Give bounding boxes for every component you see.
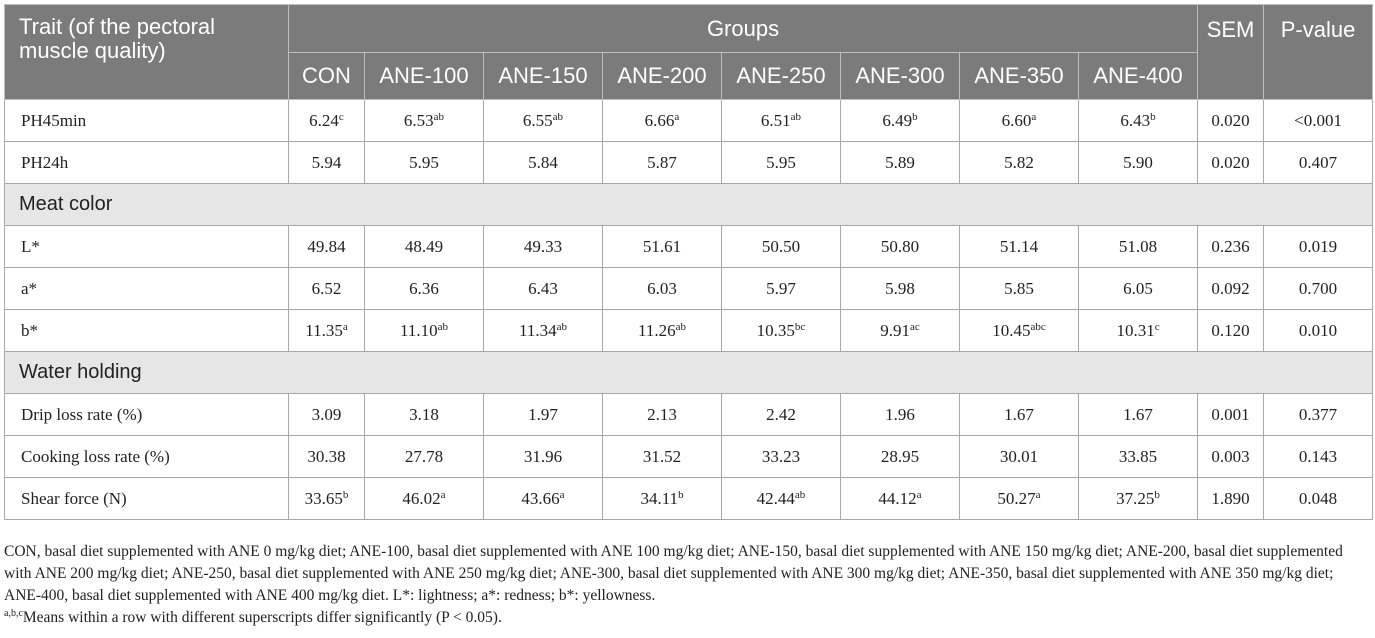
value-cell (365, 100, 484, 142)
group-header-ane-350: ANE-350 (960, 53, 1079, 100)
cell-superscript: ab (790, 110, 802, 123)
cell-value: 34.11 (640, 488, 679, 508)
cell-superscript: a (1031, 110, 1037, 123)
cell-superscript: b (912, 110, 918, 123)
sem-cell: 0.020 (1198, 100, 1264, 142)
cell-value: 6.03 (647, 278, 677, 298)
cell-value: 44.12 (878, 488, 917, 508)
cell-superscript: b (678, 488, 684, 501)
value-cell (1079, 436, 1198, 478)
cell-value: 5.82 (1004, 152, 1034, 172)
value-cell (603, 310, 722, 352)
cell-value: 10.45 (992, 320, 1031, 340)
value-cell (1079, 310, 1198, 352)
pvalue-cell: 0.700 (1264, 268, 1373, 310)
cell-superscript: a (342, 320, 348, 333)
value-cell (960, 268, 1079, 310)
cell-superscript: ab (552, 110, 564, 123)
value-cell (603, 268, 722, 310)
value-cell (960, 310, 1079, 352)
cell-superscript: b (1154, 488, 1160, 501)
cell-superscript: c (338, 110, 344, 123)
cell-superscript: ab (556, 320, 567, 333)
cell-value: 1.97 (528, 404, 558, 424)
cell-superscript: a (674, 110, 680, 123)
section-label: Meat color (5, 184, 1373, 226)
cell-value: 6.36 (409, 278, 439, 298)
value-cell (289, 394, 365, 436)
value-cell (289, 310, 365, 352)
sem-cell: 1.890 (1198, 478, 1264, 520)
cell-value: 11.35 (305, 320, 343, 340)
sem-cell: 0.020 (1198, 142, 1264, 184)
sem-cell: 0.003 (1198, 436, 1264, 478)
cell-superscript: ab (794, 488, 806, 501)
cell-value: 5.95 (409, 152, 439, 172)
value-cell (722, 394, 841, 436)
value-cell (289, 268, 365, 310)
cell-value: 42.44 (756, 488, 795, 508)
value-cell (841, 310, 960, 352)
cell-value: 50.50 (761, 236, 801, 256)
cell-value: 5.87 (647, 152, 677, 172)
cell-value: 6.53 (403, 110, 434, 130)
cell-value: 3.09 (311, 404, 342, 424)
table-row (5, 100, 1373, 142)
cell-value: 51.61 (642, 236, 682, 256)
cell-superscript: a (559, 488, 565, 501)
row-label: Shear force (N) (5, 478, 289, 520)
cell-value: 5.95 (766, 152, 796, 172)
value-cell (365, 226, 484, 268)
value-cell (603, 100, 722, 142)
cell-superscript: ac (909, 320, 920, 333)
value-cell (603, 142, 722, 184)
sem-cell: 0.120 (1198, 310, 1264, 352)
cell-value: 9.91 (880, 320, 910, 340)
value-cell (365, 310, 484, 352)
row-label: PH45min (5, 100, 289, 142)
cell-value: 5.85 (1004, 278, 1034, 298)
cell-value: 27.78 (404, 446, 444, 466)
cell-value: 5.98 (885, 278, 915, 298)
group-header-con: CON (289, 53, 365, 100)
cell-value: 31.96 (523, 446, 563, 466)
value-cell (722, 226, 841, 268)
value-cell (289, 436, 365, 478)
cell-value: 37.25 (1116, 488, 1155, 508)
sem-header: SEM (1198, 5, 1264, 100)
cell-value: 46.02 (402, 488, 441, 508)
sem-cell: 0.001 (1198, 394, 1264, 436)
value-cell (289, 142, 365, 184)
pvalue-cell: 0.143 (1264, 436, 1373, 478)
row-label: Cooking loss rate (%) (5, 436, 289, 478)
value-cell (841, 100, 960, 142)
value-cell (841, 268, 960, 310)
cell-value: 2.13 (647, 404, 677, 424)
table-body (5, 100, 1373, 520)
value-cell (603, 394, 722, 436)
cell-value: 6.55 (522, 110, 553, 130)
value-cell (484, 436, 603, 478)
value-cell (1079, 226, 1198, 268)
cell-value: 5.90 (1123, 152, 1153, 172)
cell-value: 1.67 (1004, 404, 1034, 424)
row-label: b* (5, 310, 289, 352)
section-row (5, 352, 1373, 394)
significance-text: Means within a row with different superscripts differ significantly (P < 0.05). (22, 609, 502, 626)
value-cell (722, 436, 841, 478)
cell-superscript: a (916, 488, 922, 501)
cell-superscript: b (342, 488, 349, 501)
value-cell (289, 100, 365, 142)
cell-value: 1.96 (885, 404, 915, 424)
row-label: Drip loss rate (%) (5, 394, 289, 436)
cell-value: 6.52 (311, 278, 342, 298)
pvalue-cell: 0.407 (1264, 142, 1373, 184)
value-cell (722, 310, 841, 352)
value-cell (1079, 142, 1198, 184)
cell-value: 30.38 (307, 446, 346, 466)
value-cell (841, 478, 960, 520)
value-cell (365, 478, 484, 520)
cell-value: 43.66 (521, 488, 560, 508)
cell-value: 51.14 (999, 236, 1039, 256)
cell-value: 5.89 (885, 152, 915, 172)
table-row (5, 268, 1373, 310)
value-cell (960, 436, 1079, 478)
table-row (5, 394, 1373, 436)
value-cell (722, 268, 841, 310)
cell-superscript: abc (1030, 320, 1046, 333)
value-cell (841, 394, 960, 436)
header-row-1 (5, 5, 1373, 53)
significance-superscript: a,b,c (4, 608, 23, 619)
cell-value: 48.49 (404, 236, 444, 256)
table-row (5, 478, 1373, 520)
cell-superscript: b (1150, 110, 1156, 123)
value-cell (365, 436, 484, 478)
cell-value: 49.84 (307, 236, 346, 256)
cell-value: 6.43 (1120, 110, 1151, 130)
pvalue-cell: 0.377 (1264, 394, 1373, 436)
cell-value: 33.65 (304, 488, 343, 508)
value-cell (841, 226, 960, 268)
cell-value: 33.23 (761, 446, 801, 466)
cell-superscript: ab (675, 320, 686, 333)
abbreviation-note: CON, basal diet supplemented with ANE 0 mg/kg diet; ANE-100, basal diet supplemented with ANE 100 mg/kg diet; ANE-150, basal diet supplemented with ANE 150 mg/kg diet; ANE-200, basal diet supplemented with ANE 200 mg/kg diet; ANE-250, basal diet supplemented with ANE 250 mg/kg diet; ANE-300, basal diet supplemented with ANE 300 mg/kg diet; ANE-350, basal diet supplemented with ANE 350 mg/kg diet; ANE-400, basal diet supplemented with ANE 400 mg/kg diet. L*: lightness; a*: redness; b*: yellowness. (4, 543, 1343, 604)
value-cell (960, 478, 1079, 520)
cell-value: 6.60 (1001, 110, 1032, 130)
pvalue-cell: 0.010 (1264, 310, 1373, 352)
value-cell (841, 142, 960, 184)
cell-value: 5.97 (766, 278, 796, 298)
value-cell (289, 478, 365, 520)
results-table (4, 4, 1373, 520)
groups-header: Groups (289, 5, 1198, 53)
group-header-ane-400: ANE-400 (1079, 53, 1198, 100)
pvalue-cell: <0.001 (1264, 100, 1373, 142)
cell-value: 50.80 (880, 236, 920, 256)
cell-value: 11.26 (637, 320, 676, 340)
value-cell (484, 268, 603, 310)
value-cell (1079, 268, 1198, 310)
cell-value: 49.33 (523, 236, 563, 256)
cell-value: 1.67 (1123, 404, 1153, 424)
row-label: PH24h (5, 142, 289, 184)
section-label: Water holding (5, 352, 1373, 394)
cell-value: 31.52 (642, 446, 682, 466)
cell-superscript: c (1154, 320, 1160, 333)
cell-value: 6.49 (882, 110, 913, 130)
cell-value: 6.43 (528, 278, 558, 298)
value-cell (484, 226, 603, 268)
value-cell (484, 142, 603, 184)
cell-value: 5.94 (311, 152, 342, 172)
value-cell (484, 310, 603, 352)
sem-cell: 0.092 (1198, 268, 1264, 310)
table-row (5, 142, 1373, 184)
value-cell (841, 436, 960, 478)
value-cell (603, 436, 722, 478)
group-header-ane-100: ANE-100 (365, 53, 484, 100)
cell-superscript: a (1035, 488, 1041, 501)
value-cell (1079, 100, 1198, 142)
table-footnotes (4, 541, 1372, 629)
cell-value: 10.31 (1116, 320, 1155, 340)
value-cell (1079, 478, 1198, 520)
cell-value: 30.01 (999, 446, 1039, 466)
cell-value: 6.05 (1123, 278, 1153, 298)
value-cell (603, 478, 722, 520)
value-cell (484, 478, 603, 520)
cell-value: 10.35 (756, 320, 795, 340)
cell-superscript: ab (433, 110, 445, 123)
cell-value: 3.18 (409, 404, 439, 424)
value-cell (289, 226, 365, 268)
group-header-ane-150: ANE-150 (484, 53, 603, 100)
value-cell (722, 478, 841, 520)
cell-superscript: bc (794, 320, 806, 333)
value-cell (960, 226, 1079, 268)
cell-value: 28.95 (880, 446, 920, 466)
cell-value: 51.08 (1118, 236, 1158, 256)
cell-value: 5.84 (528, 152, 558, 172)
value-cell (722, 142, 841, 184)
sem-cell: 0.236 (1198, 226, 1264, 268)
pvalue-header: P-value (1264, 5, 1373, 100)
row-label: a* (5, 268, 289, 310)
trait-header: Trait (of the pectoral muscle quality) (5, 5, 289, 100)
group-header-ane-200: ANE-200 (603, 53, 722, 100)
row-label: L* (5, 226, 289, 268)
section-row (5, 184, 1373, 226)
cell-superscript: a (440, 488, 446, 501)
cell-value: 6.66 (644, 110, 675, 130)
value-cell (960, 100, 1079, 142)
value-cell (722, 100, 841, 142)
value-cell (365, 394, 484, 436)
cell-value: 6.24 (309, 110, 339, 130)
pvalue-cell: 0.048 (1264, 478, 1373, 520)
group-header-ane-300: ANE-300 (841, 53, 960, 100)
cell-value: 2.42 (766, 404, 796, 424)
cell-superscript: ab (437, 320, 448, 333)
pvalue-cell: 0.019 (1264, 226, 1373, 268)
cell-value: 33.85 (1118, 446, 1158, 466)
value-cell (484, 100, 603, 142)
cell-value: 11.34 (518, 320, 557, 340)
cell-value: 50.27 (997, 488, 1036, 508)
table-row (5, 310, 1373, 352)
significance-note (4, 607, 1372, 629)
cell-value: 6.51 (760, 110, 791, 130)
value-cell (1079, 394, 1198, 436)
value-cell (603, 226, 722, 268)
group-header-ane-250: ANE-250 (722, 53, 841, 100)
table-row (5, 436, 1373, 478)
table-row (5, 226, 1373, 268)
cell-value: 11.10 (399, 320, 438, 340)
value-cell (960, 394, 1079, 436)
value-cell (365, 142, 484, 184)
value-cell (960, 142, 1079, 184)
value-cell (484, 394, 603, 436)
value-cell (365, 268, 484, 310)
